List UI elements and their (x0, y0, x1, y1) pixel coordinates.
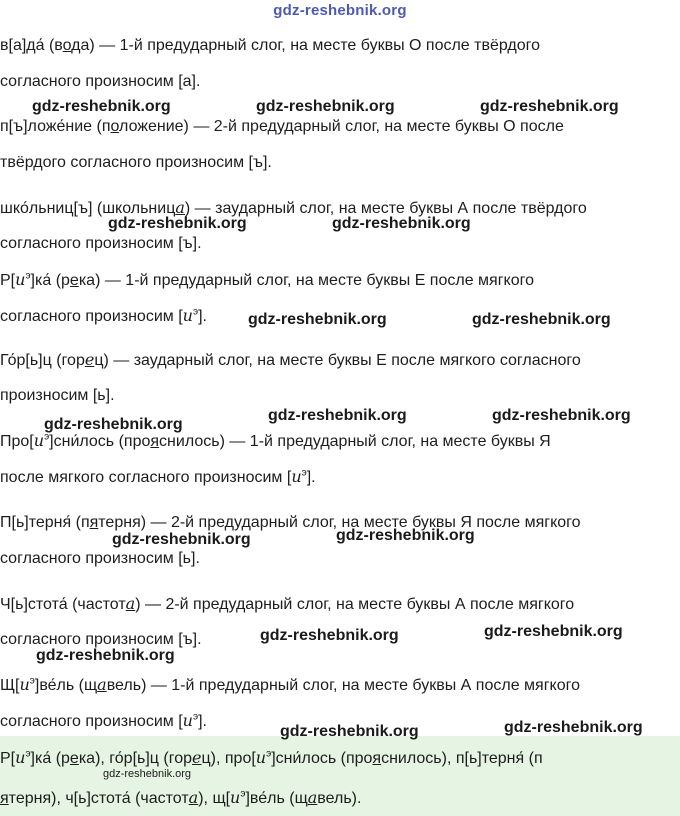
entry-5-line-2: произносим [ь]. (0, 387, 115, 404)
entry-3-line-2: согласного произносим [ъ]. (0, 235, 202, 252)
entry-6-line-2: после мягкого согласного произносим $[и^э]$. (0, 467, 316, 486)
watermark: gdz-reshebnik.org (336, 527, 475, 544)
watermark: gdz-reshebnik.org (32, 98, 171, 115)
entry-3-line-1: шко́льниц[ъ] (школьница) — заударный слог, на месте буквы А после твёрдого (0, 198, 587, 217)
watermark: gdz-reshebnik.org (248, 311, 387, 328)
watermark: gdz-reshebnik.org (108, 215, 247, 232)
answer-line-1: $Р[и^э]ка́$ (река), го́р[ь]ц (горец), $про[и^э]сни́лось$ (прояснилось), п[ь]терня́ (п (0, 748, 543, 767)
watermark: gdz-reshebnik.org (484, 623, 623, 640)
watermark: gdz-reshebnik.org (472, 311, 611, 328)
answer-line-2: ятерня), ч[ь]стота́ (частота), $щ[и^э]ве́ль$ (щавель). (0, 788, 362, 807)
entry-8-line-2: согласного произносим [ъ]. (0, 631, 202, 648)
entry-5-line-1: Го́р[ь]ц (горец) — заударный слог, на месте буквы Е после мягкого согласного (0, 350, 581, 369)
entry-7-line-2: согласного произносим [ь]. (0, 550, 200, 567)
watermark: gdz-reshebnik.org (36, 647, 175, 664)
watermark: gdz-reshebnik.org (44, 416, 183, 433)
entry-9-line-2: согласного произносим $[и^э]$. (0, 711, 207, 730)
entry-1-line-2: согласного произносим [а]. (0, 73, 201, 90)
entry-6-line-1: $Про[и^э]сни́лось$ (прояснилось) — 1-й предударный слог, на месте буквы Я (0, 431, 551, 450)
entry-2-line-2: твёрдого согласного произносим [ъ]. (0, 154, 272, 171)
entry-4-line-1: $Р[и^э]ка́$ (река) — 1-й предударный слог, на месте буквы Е после мягкого (0, 270, 535, 289)
entry-9-line-1: $Щ[и^э]ве́ль$ (щавель) — 1-й предударный слог, на месте буквы А после мягкого (0, 675, 580, 694)
entry-7-line-1: П[ь]терня́ (пятерня) — 2-й предударный слог, на месте буквы Я после мягкого (0, 514, 581, 531)
watermark: gdz-reshebnik.org (332, 215, 471, 232)
watermark: gdz-reshebnik.org (268, 407, 407, 424)
watermark: gdz-reshebnik.org (103, 768, 192, 780)
watermark: gdz-reshebnik.org (504, 719, 643, 736)
site-header-watermark: gdz-reshebnik.org (273, 2, 407, 19)
watermark: gdz-reshebnik.org (280, 723, 419, 740)
watermark: gdz-reshebnik.org (256, 98, 395, 115)
watermark: gdz-reshebnik.org (480, 98, 619, 115)
watermark: gdz-reshebnik.org (492, 407, 631, 424)
entry-8-line-1: Ч[ь]стота́ (частота) — 2-й предударный слог, на месте буквы А после мягкого (0, 594, 575, 613)
entry-2-line-1: п[ъ]ложе́ние (положение) — 2-й предударный слог, на месте буквы О после (0, 118, 564, 135)
entry-1-line-1: в[а]да́ (вода) — 1-й предударный слог, на месте буквы О после твёрдого (0, 37, 541, 54)
watermark: gdz-reshebnik.org (260, 627, 399, 644)
entry-4-line-2: согласного произносим $[и^э]$. (0, 306, 207, 325)
watermark: gdz-reshebnik.org (112, 531, 251, 548)
